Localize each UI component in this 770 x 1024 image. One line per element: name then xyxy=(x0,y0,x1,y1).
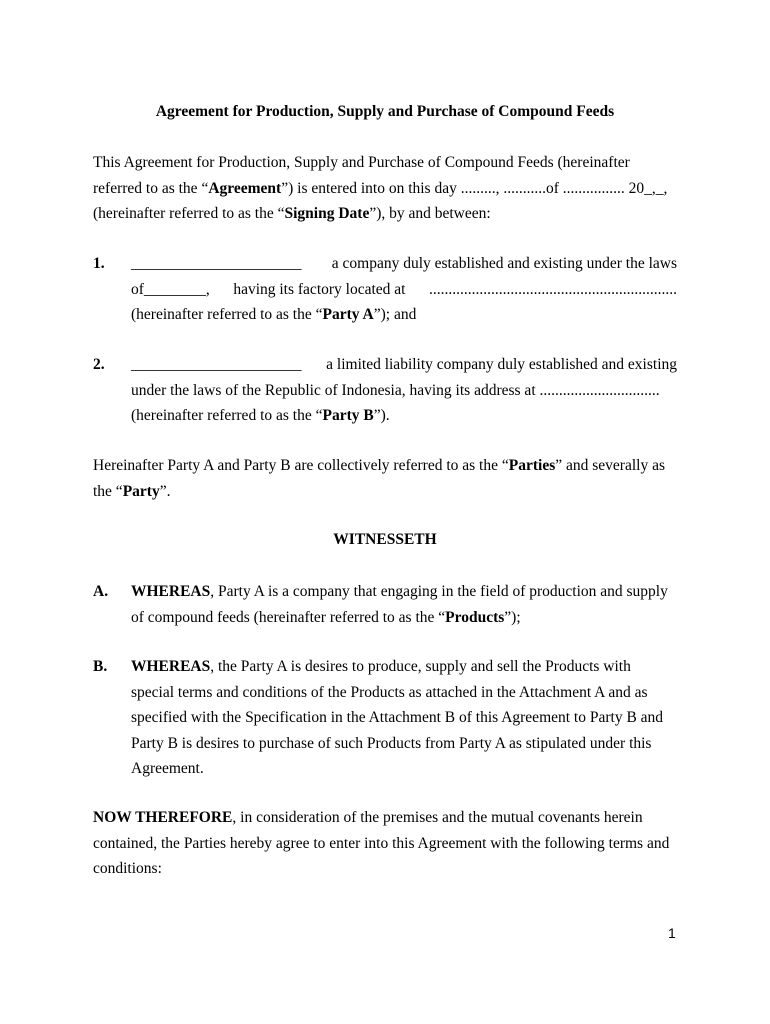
recital-b-line-4: Party B is desires to purchase of such Products from Party A as stipulated under this xyxy=(131,734,652,752)
parties-def-line-2: the “Party”. xyxy=(93,482,171,500)
recital-a-line-2: of compound feeds (hereinafter referred to as the “Products”); xyxy=(131,608,521,626)
page-number: 1 xyxy=(668,925,676,941)
recital-b-line-3: specified with the Specification in the Attachment B of this Agreement to Party B and xyxy=(131,709,664,726)
now-therefore-paragraph xyxy=(93,805,677,882)
defined-term-party: Party xyxy=(122,482,160,500)
recital-b-label: B. xyxy=(93,658,108,675)
now-therefore-line-2: contained, the Parties hereby agree to enter into this Agreement with the following terms and xyxy=(93,834,670,852)
defined-term-agreement: Agreement xyxy=(208,179,282,197)
parties-definition-paragraph xyxy=(93,453,677,504)
intro-line-2: referred to as the “Agreement”) is entered into on this day ........., ...........of ................ 20_,_, xyxy=(93,179,668,197)
party-b-line-2: under the laws of the Republic of Indonesia, having its address at ............................... xyxy=(131,381,660,399)
now-therefore-line-3: conditions: xyxy=(93,860,162,877)
party-a-line-3: (hereinafter referred to as the “Party A”); and xyxy=(131,306,417,323)
defined-term-signing-date: Signing Date xyxy=(284,205,370,222)
party-b-name-blank: ______________________ xyxy=(131,356,302,373)
defined-term-products: Products xyxy=(445,608,505,626)
recital-b-line-1: WHEREAS, the Party A is desires to produce, supply and sell the Products with xyxy=(131,658,631,675)
party-b-clause xyxy=(131,352,677,429)
recital-a-line-1: WHEREAS, Party A is a company that engaging in the field of production and supply xyxy=(131,583,668,600)
intro-line-1: This Agreement for Production, Supply and Purchase of Compound Feeds (hereinafter xyxy=(93,154,630,171)
intro-line-3: (hereinafter referred to as the “Signing Date”), by and between: xyxy=(93,205,491,222)
recital-a xyxy=(131,579,677,630)
document-title: Agreement for Production, Supply and Purchase of Compound Feeds xyxy=(155,103,615,120)
party-b-line-3: (hereinafter referred to as the “Party B”). xyxy=(131,407,390,424)
defined-term-party-b: Party B xyxy=(322,407,374,424)
recital-a-label: A. xyxy=(93,583,109,600)
party-a-clause xyxy=(131,251,677,328)
recital-b-line-5: Agreement. xyxy=(131,760,204,777)
party-a-line-1: ______________________ a company duly established and existing under the laws xyxy=(131,251,677,277)
party-b-number: 2. xyxy=(93,356,105,373)
parties-def-line-1: Hereinafter Party A and Party B are collectively referred to as the “Parties” and severally as xyxy=(93,457,665,474)
recital-b xyxy=(131,654,677,782)
party-b-line-1: ______________________ a limited liability company duly established and existing xyxy=(131,352,677,378)
now-therefore-line-1: NOW THEREFORE, in consideration of the premises and the mutual covenants herein xyxy=(93,809,643,826)
recital-b-line-2: special terms and conditions of the Products as attached in the Attachment A and as xyxy=(131,683,648,701)
witnesseth-heading: WITNESSETH xyxy=(333,531,437,548)
defined-term-parties: Parties xyxy=(508,457,556,474)
party-a-line-2: of________, having its factory located at ................................................................ xyxy=(131,280,677,298)
party-a-number: 1. xyxy=(93,255,105,272)
intro-paragraph xyxy=(93,150,677,227)
party-a-name-blank: ______________________ xyxy=(131,255,302,272)
defined-term-party-a: Party A xyxy=(322,306,374,323)
